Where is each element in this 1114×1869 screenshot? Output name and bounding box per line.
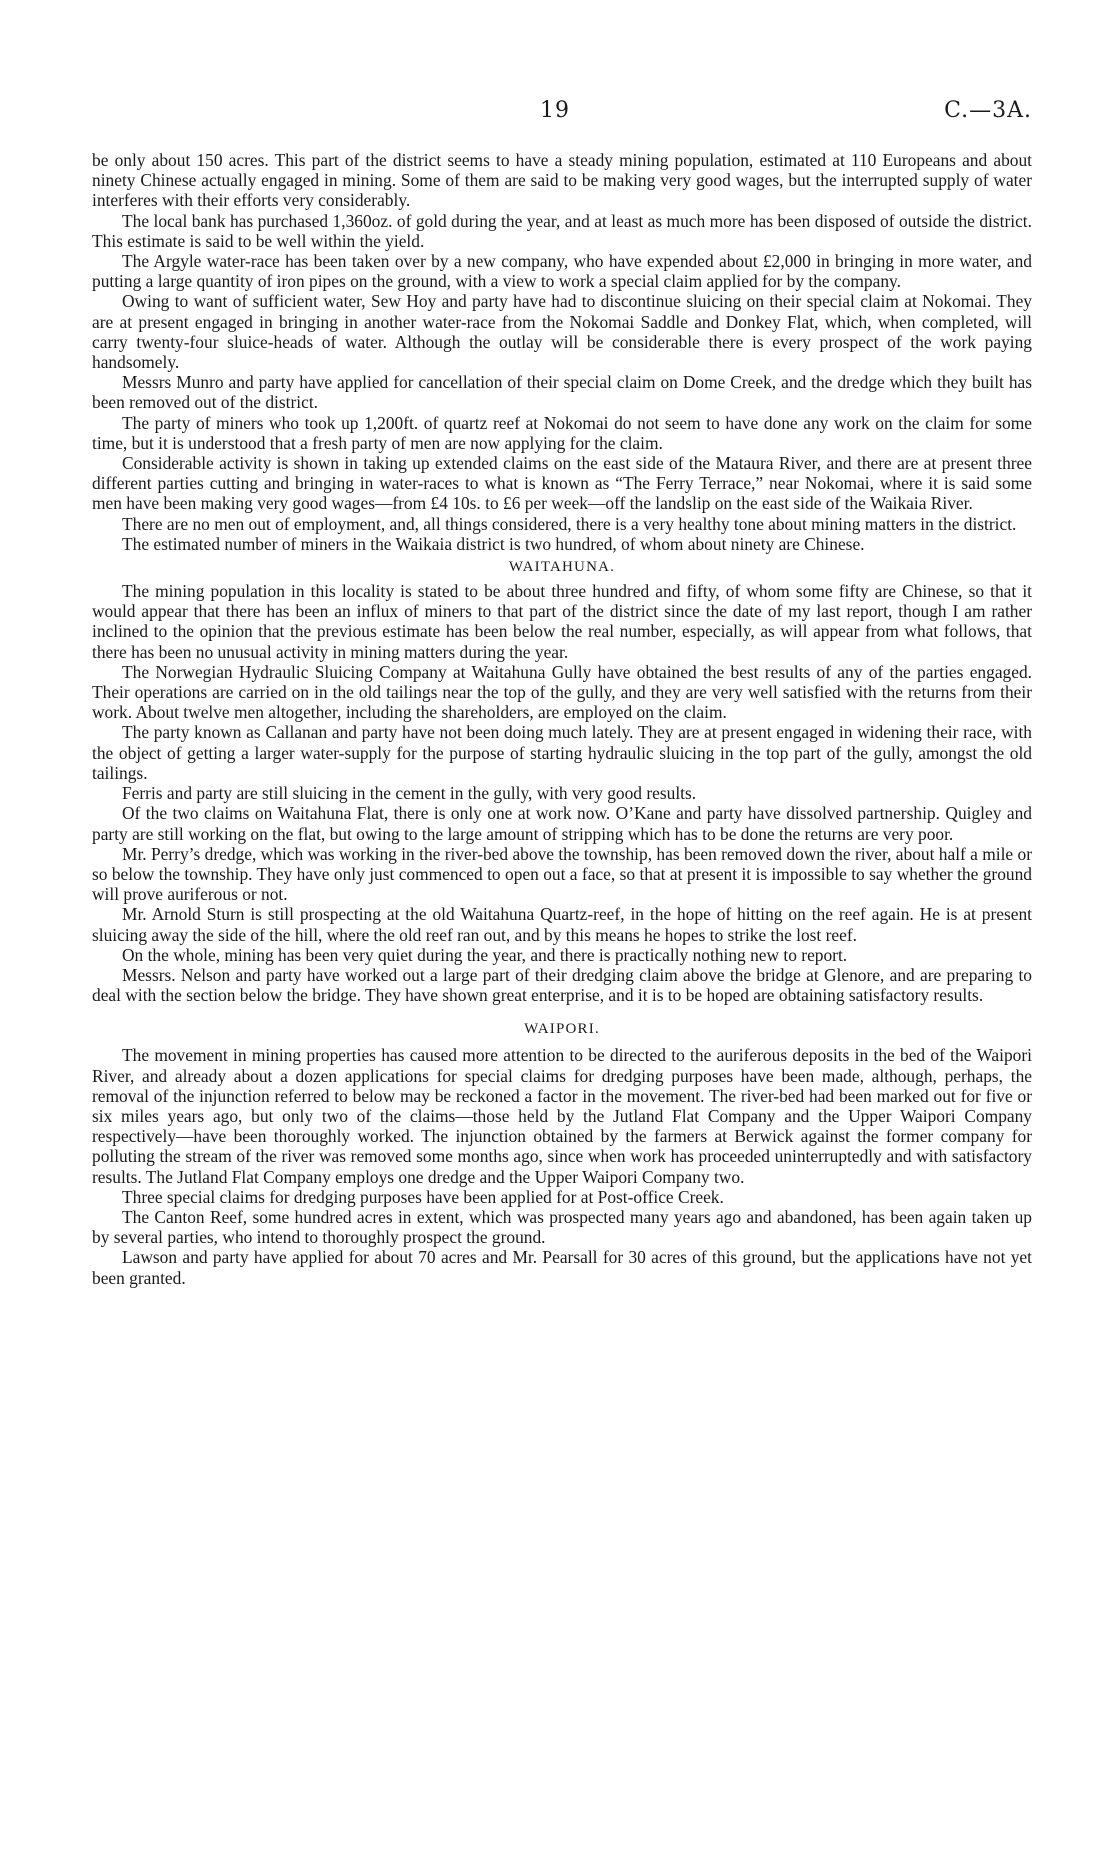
- document-reference: C.—3A.: [944, 98, 1032, 123]
- paragraph: be only about 150 acres. This part of the district seems to have a steady mining population, estimated at 110 Europeans and about ninety Chinese actually engaged in mining. Some of them are said to be making very good wages, but the interrupted supply of water interferes with their efforts very considerably.: [92, 150, 1032, 211]
- paragraph: Mr. Arnold Sturn is still prospecting at the old Waitahuna Quartz-reef, in the hope of hitting on the reef again. He is at present sluicing away the side of the hill, where the old reef ran out, and by this means he hopes to strike the lost reef.: [92, 904, 1032, 945]
- page-number: 19: [540, 98, 570, 123]
- paragraph: The Norwegian Hydraulic Sluicing Company at Waitahuna Gully have obtained the best results of any of the parties engaged. Their operations are carried on in the old tailings near the top of the gully, and they are very well satisfied with the returns from their work. About twelve men altogether, including the shareholders, are employed on the claim.: [92, 661, 1032, 723]
- section-heading-waitahuna: WAITAHUNA.: [508, 559, 616, 576]
- paragraph: The Argyle water-race has been taken over by a new company, who have expended about £2,000 in bringing in more water, and putting a large quantity of iron pipes on the ground, with a view to work a special claim applied for by the company.: [92, 251, 1032, 292]
- paragraph: The party of miners who took up 1,200ft. of quartz reef at Nokomai do not seem to have done any work on the claim for some time, but it is understood that a fresh party of men are now applying for the claim.: [92, 412, 1032, 453]
- paragraph: The mining population in this locality is stated to be about three hundred and fifty, of whom some fifty are Chinese, so that it would appear that there has been an influx of miners to that part of the district since the date of my last report, though I am rather inclined to the opinion that the previous estimate has been below the real number, especially, as will appear from what follows, that there has been no unusual activity in mining matters during the year.: [92, 581, 1032, 662]
- paragraph: Three special claims for dredging purposes have been applied for at Post-office Creek.: [122, 1186, 724, 1207]
- paragraph: Of the two claims on Waitahuna Flat, there is only one at work now. O’Kane and party have dissolved partnership. Quigley and party are still working on the flat, but owing to the large amount of stripping which has to be done the returns are very poor.: [92, 803, 1032, 844]
- section-heading-waipori: WAIPORI.: [524, 1021, 600, 1038]
- paragraph: On the whole, mining has been very quiet during the year, and there is practically nothing new to report.: [122, 944, 848, 965]
- paragraph: Ferris and party are still sluicing in the cement in the gully, with very good results.: [122, 783, 697, 804]
- paragraph: Messrs Munro and party have applied for cancellation of their special claim on Dome Creek, and the dredge which they built has been removed out of the district.: [92, 372, 1032, 413]
- paragraph: The local bank has purchased 1,360oz. of gold during the year, and at least as much more has been disposed of outside the district. This estimate is said to be well within the yield.: [92, 210, 1032, 251]
- page-header: [0, 98, 1114, 128]
- paragraph: The party known as Callanan and party have not been doing much lately. They are at present engaged in widening their race, with the object of getting a larger water-supply for the purpose of starting hydraulic sluicing in the top part of the gully, amongst the old tailings.: [92, 722, 1032, 783]
- paragraph: Messrs. Nelson and party have worked out a large part of their dredging claim above the bridge at Glenore, and are preparing to deal with the section below the bridge. They have shown great enterprise, and it is to be hoped are obtaining satisfactory results.: [92, 964, 1032, 1006]
- paragraph: Lawson and party have applied for about 70 acres and Mr. Pearsall for 30 acres of this ground, but the applications have not yet been granted.: [92, 1247, 1032, 1288]
- paragraph: Considerable activity is shown in taking up extended claims on the east side of the Mataura River, and there are at present three different parties cutting and bringing in water-races to what is known as “The Ferry Terrace,” near Nokomai, where it is said some men have been making very good wages—from £4 10s. to £6 per week—off the landslip on the east side of the Waikaia River.: [92, 453, 1032, 514]
- paragraph: The estimated number of miners in the Waikaia district is two hundred, of whom about ninety are Chinese.: [122, 533, 865, 554]
- paragraph: There are no men out of employment, and, all things considered, there is a very healthy tone about mining matters in the district.: [122, 513, 1017, 534]
- paragraph: Mr. Perry’s dredge, which was working in the river-bed above the township, has been removed down the river, about half a mile or so below the township. They have only just commenced to open out a face, so that at present it is impossible to say whether the ground will prove auriferous or not.: [92, 843, 1032, 905]
- paragraph: Owing to want of sufficient water, Sew Hoy and party have had to discontinue sluicing on their special claim at Nokomai. They are at present engaged in bringing in another water-race from the Nokomai Saddle and Donkey Flat, which, when completed, will carry twenty-four sluice-heads of water. Although the outlay will be considerable there is every prospect of the work paying handsomely.: [92, 291, 1032, 373]
- paragraph: The Canton Reef, some hundred acres in extent, which was prospected many years ago and abandoned, has been again taken up by several parties, who intend to thoroughly prospect the ground.: [92, 1206, 1032, 1248]
- body-text: [92, 150, 1032, 1288]
- paragraph: The movement in mining properties has caused more attention to be directed to the auriferous deposits in the bed of the Waipori River, and already about a dozen applications for special claims for dredging purposes have been made, although, perhaps, the removal of the injunction referred to below may be reckoned a factor in the movement. The river-bed had been marked out for five or six miles years ago, but only two of the claims—those held by the Jutland Flat Company and the Upper Waipori Company respectively—have been thoroughly worked. The injunction obtained by the farmers at Berwick against the former company for polluting the stream of the river was removed some months ago, since when work has proceeded uninterruptedly and with satisfactory results. The Jutland Flat Company employs one dredge and the Upper Waipori Company two.: [92, 1045, 1032, 1187]
